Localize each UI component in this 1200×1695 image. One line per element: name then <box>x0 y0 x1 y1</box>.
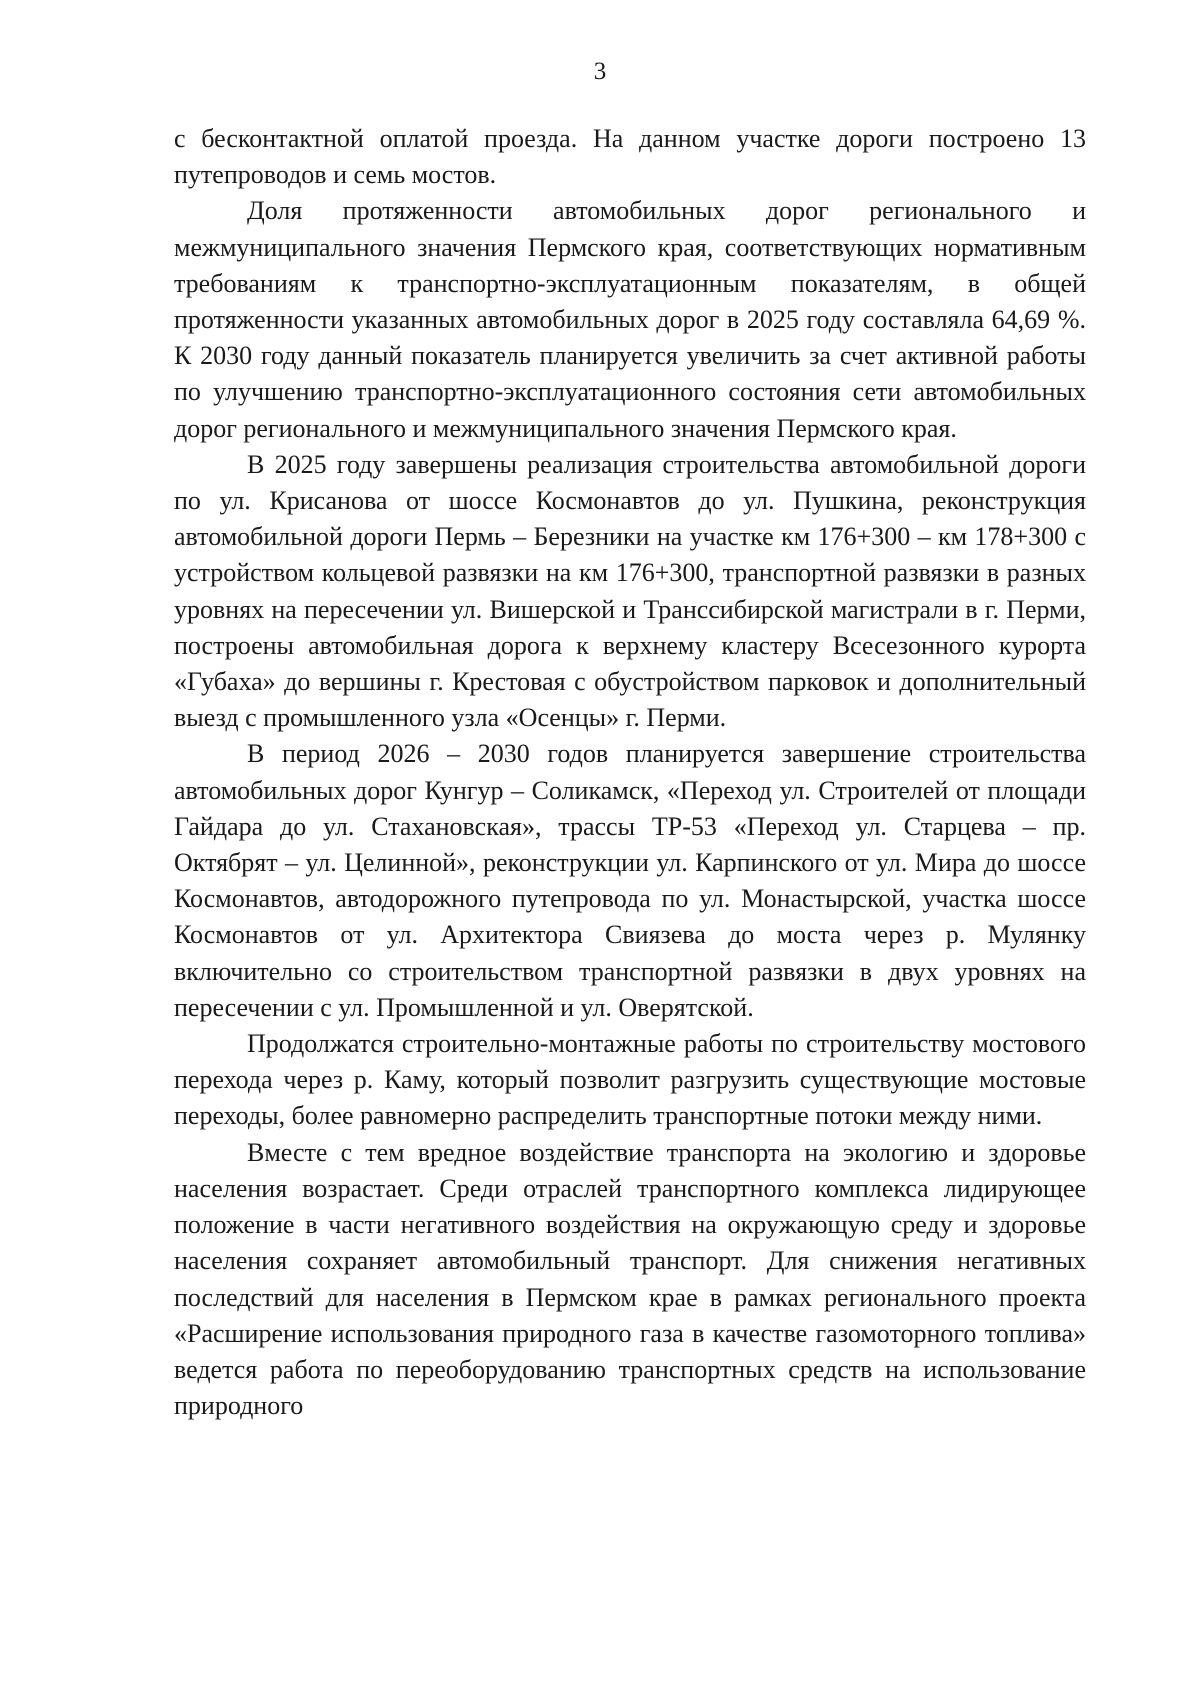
document-body <box>174 121 1086 1424</box>
paragraph-2025-completed: В 2025 году завершены реализация строительства автомобильной дороги по ул. Крисанова от шоссе Космонавтов до ул. Пушкина, реконструкция автомобильной дороги Пермь – Березники на участке км 176+300 – км 178+300 с устройством кольцевой развязки на км 176+300, транспортной развязки в разных уровнях на пересечении ул. Вишерской и Транссибирской магистрали в г. Перми, построены автомобильная дорога к верхнему кластеру Всесезонного курорта «Губаха» до вершины г. Крестовая с обустройством парковок и дополнительный выезд с промышленного узла «Осенцы» г. Перми. <box>174 449 1086 733</box>
paragraph-kama-bridge: Продолжатся строительно-монтажные работы по строительству мостового перехода через р. Каму, который позволит разгрузить существующие мостовые переходы, более равномерно распределить транспортные потоки между ними. <box>174 1029 1086 1131</box>
paragraph-continuation: с бесконтактной оплатой проезда. На данном участке дороги построено 13 путепроводов и семь мостов. <box>174 124 1086 190</box>
paragraph-road-share: Доля протяженности автомобильных дорог регионального и межмуниципального значения Пермского края, соответствующих нормативным требованиям к транспортно-эксплуатационным показателям, в общей протяженности указанных автомобильных дорог в 2025 году составляла 64,69 %. К 2030 году данный показатель планируется увеличить за счет активной работы по улучшению транспортно-эксплуатационного состояния сети автомобильных дорог регионального и межмуниципального значения Пермского края. <box>174 196 1086 443</box>
paragraph-environment: Вместе с тем вредное воздействие транспорта на экологию и здоровье населения возрастает. Среди отраслей транспортного комплекса лидирующее положение в части негативного воздействия на окружающую среду и здоровье населения сохраняет автомобильный транспорт. Для снижения негативных последствий для населения в Пермском крае в рамках регионального проекта «Расширение использования природного газа в качестве газомоторного топлива» ведется работа по переоборудованию транспортных средств на использование природного <box>174 1137 1086 1421</box>
paragraph-2026-2030-plans: В период 2026 – 2030 годов планируется завершение строительства автомобильных дорог Кунгур – Соликамск, «Переход ул. Строителей от площади Гайдара до ул. Стахановская», трассы ТР-53 «Переход ул. Старцева – пр. Октябрят – ул. Целинной», реконструкции ул. Карпинского от ул. Мира до шоссе Космонавтов, автодорожного путепровода по ул. Монастырской, участка шоссе Космонавтов от ул. Архитектора Свиязева до моста через р. Мулянку включительно со строительством транспортной развязки в двух уровнях на пересечении с ул. Промышленной и ул. Оверятской. <box>174 739 1086 1022</box>
page-number: 3 <box>593 58 607 85</box>
